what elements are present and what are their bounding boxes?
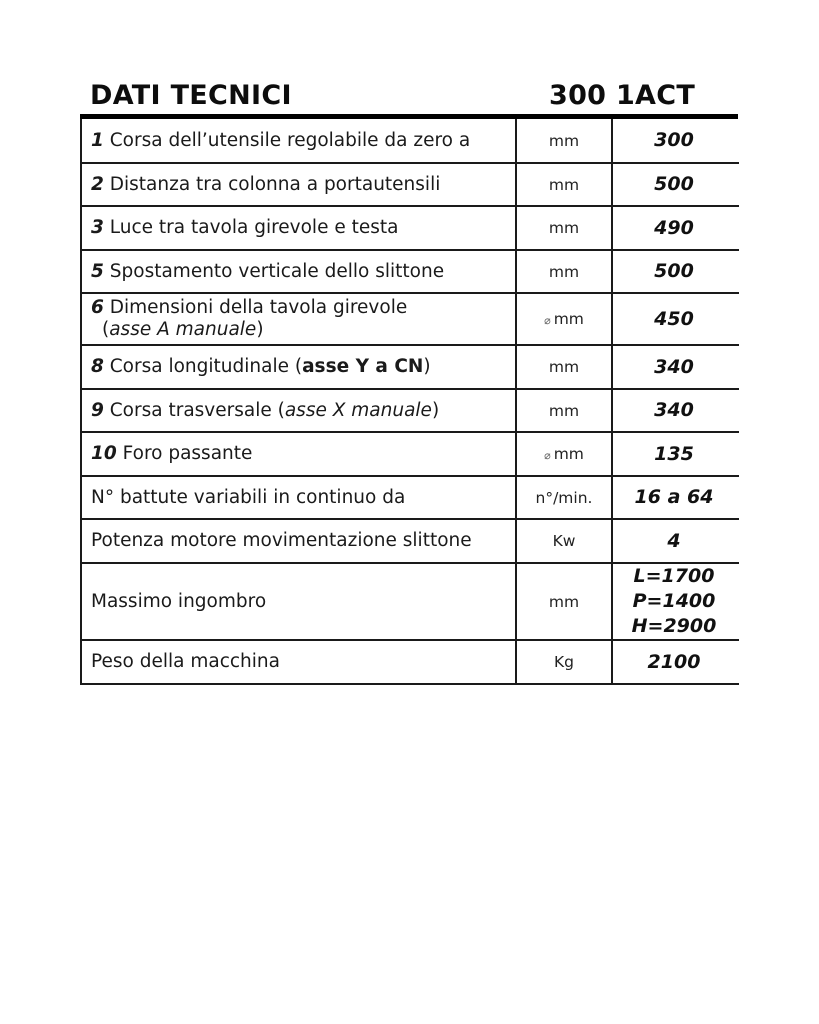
spec-number: 10 <box>91 443 117 464</box>
table-row <box>81 206 739 250</box>
spec-value: 2100 <box>612 640 739 684</box>
spec-label: N° battute variabili in continuo da <box>81 476 516 519</box>
spec-number: 5 <box>91 260 104 282</box>
spec-label: 5 Spostamento verticale dello slittone <box>81 250 516 293</box>
spec-unit: mm <box>516 119 612 163</box>
spec-label: Potenza motore movimentazione slittone <box>81 519 516 563</box>
model-name: 300 1ACT <box>549 80 696 111</box>
spec-unit: Kg <box>516 640 612 684</box>
spec-label: 2 Distanza tra colonna a portautensili <box>81 163 516 206</box>
table-row <box>81 563 739 640</box>
spec-label: Massimo ingombro <box>81 563 516 640</box>
spec-value: 490 <box>612 206 739 250</box>
spec-value: 340 <box>612 345 739 389</box>
spec-value: 16 a 64 <box>612 476 739 519</box>
spec-label: 1 Corsa dell’utensile regolabile da zero a <box>81 119 516 163</box>
spec-number: 2 <box>91 173 104 195</box>
dimension-length: L=1700 <box>633 565 715 587</box>
spec-number: 8 <box>91 356 104 377</box>
spec-value: 500 <box>612 163 739 206</box>
page-header <box>90 80 740 114</box>
table-row <box>81 250 739 293</box>
spec-sublabel: (asse A manuale) <box>102 319 264 340</box>
spec-value <box>612 563 739 640</box>
spec-label: 9 Corsa trasversale (asse X manuale) <box>81 389 516 432</box>
table-row <box>81 293 739 345</box>
spec-unit: ⌀ mm <box>516 293 612 345</box>
spec-value: 4 <box>612 519 739 563</box>
spec-value: 300 <box>612 119 739 163</box>
table-row <box>81 640 739 684</box>
spec-unit: mm <box>516 250 612 293</box>
spec-value: 135 <box>612 432 739 476</box>
spec-value: 500 <box>612 250 739 293</box>
dimension-height: H=2900 <box>631 615 717 637</box>
spec-unit: mm <box>516 345 612 389</box>
spec-label: 8 Corsa longitudinale (asse Y a CN) <box>81 345 516 389</box>
spec-label: 6 Dimensioni della tavola girevole (asse A manuale) <box>81 293 516 345</box>
dimension-depth: P=1400 <box>632 590 716 612</box>
diameter-icon: ⌀ <box>544 449 551 462</box>
diameter-icon: ⌀ <box>544 314 551 327</box>
table-row <box>81 519 739 563</box>
table-row <box>81 476 739 519</box>
spec-unit: mm <box>516 563 612 640</box>
spec-label: 10 Foro passante <box>81 432 516 476</box>
spec-unit: Kw <box>516 519 612 563</box>
spec-number: 9 <box>91 399 104 421</box>
spec-number: 1 <box>91 129 104 151</box>
spec-unit: n°/min. <box>516 476 612 519</box>
spec-label: 3 Luce tra tavola girevole e testa <box>81 206 516 250</box>
specs-table-container <box>80 114 738 685</box>
table-row <box>81 389 739 432</box>
table-row <box>81 345 739 389</box>
spec-value: 450 <box>612 293 739 345</box>
table-row <box>81 119 739 163</box>
spec-unit: ⌀ mm <box>516 432 612 476</box>
table-row <box>81 432 739 476</box>
spec-label: Peso della macchina <box>81 640 516 684</box>
spec-number: 6 <box>91 297 104 318</box>
spec-unit: mm <box>516 389 612 432</box>
spec-number: 3 <box>91 217 104 238</box>
spec-unit: mm <box>516 163 612 206</box>
spec-unit: mm <box>516 206 612 250</box>
page-title: DATI TECNICI <box>90 80 292 111</box>
table-row <box>81 163 739 206</box>
specs-table <box>80 119 739 685</box>
spec-value: 340 <box>612 389 739 432</box>
